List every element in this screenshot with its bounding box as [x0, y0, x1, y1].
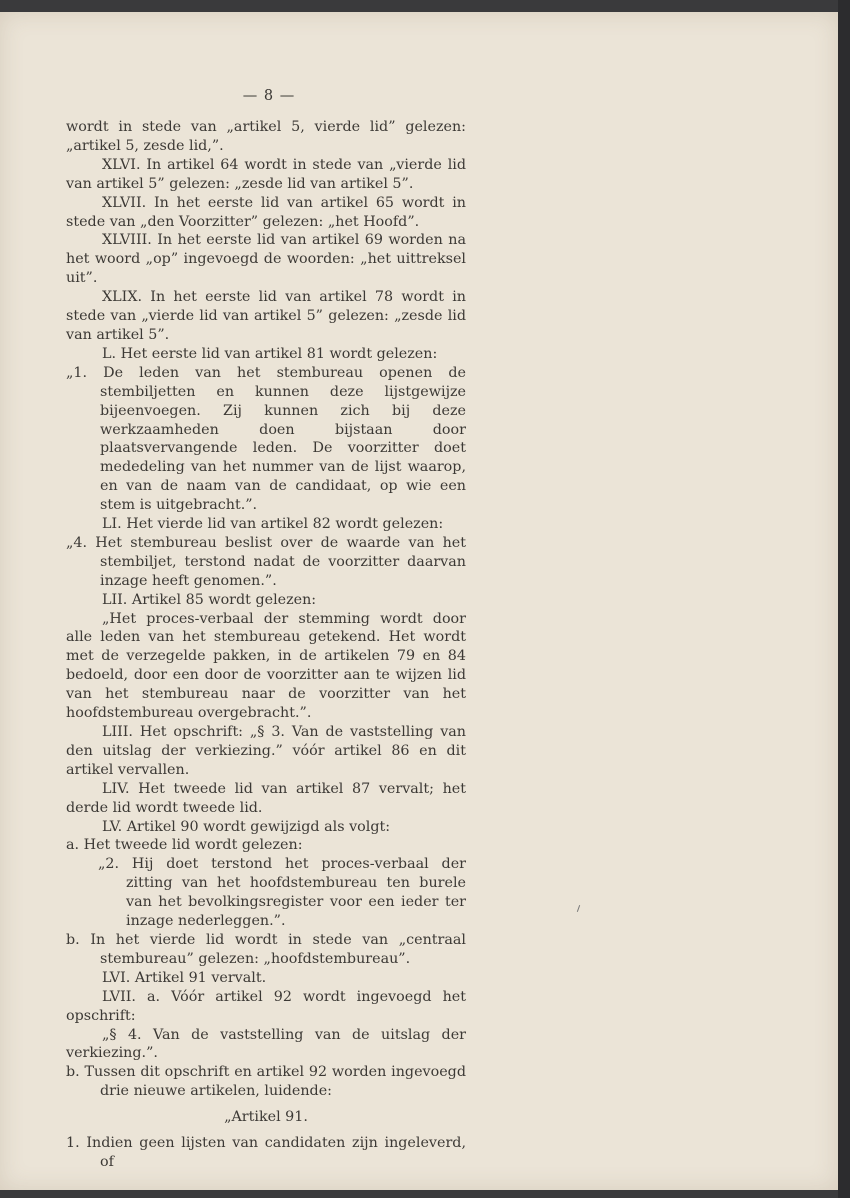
paragraph: wordt in stede van „artikel 5, vierde lid” gelezen: „artikel 5, zesde lid,”.: [66, 119, 466, 154]
paragraph: b. Tussen dit opschrift en artikel 92 worden ingevoegd drie nieuwe artikelen, luidende:: [66, 1064, 466, 1100]
scanner-edge: [838, 0, 850, 1198]
paragraph: LVII. a. Vóór artikel 92 wordt ingevoegd het opschrift:: [66, 988, 466, 1024]
article-heading: „Artikel 91.: [224, 1109, 308, 1126]
paragraph: „2. Hij doet terstond het proces-verbaal der zitting van het hoofdstembureau ten burele van het bevolkingsregister voor een ieder ter inzage nederleggen.”.: [98, 856, 466, 930]
page-number: — 8 —: [242, 88, 296, 104]
paragraph: „§ 4. Van de vaststelling van de uitslag der verkiezing.”.: [66, 1026, 466, 1062]
paragraph: LII. Artikel 85 wordt gelezen:: [102, 591, 317, 608]
paragraph: „Het proces-verbaal der stemming wordt door alle leden van het stembureau getekend. Het wordt met de verzegelde pakken, in de artikelen 79 en 84 bedoeld, door een door de voorzitter aan te wijzen lid van het stembureau naar de voorzitter van het hoofdstembureau overgebracht.”.: [66, 610, 466, 722]
paragraph: L. Het eerste lid van artikel 81 wordt gelezen:: [102, 345, 438, 362]
paragraph: LVI. Artikel 91 vervalt.: [102, 969, 267, 986]
paragraph: XLIX. In het eerste lid van artikel 78 wordt in stede van „vierde lid van artikel 5” gelezen: „zesde lid van artikel 5”.: [66, 289, 466, 343]
paragraph: LI. Het vierde lid van artikel 82 wordt gelezen:: [102, 516, 444, 533]
paragraph: „4. Het stembureau beslist over de waarde van het stembiljet, terstond nadat de voorzitter daarvan inzage heeft genomen.”.: [66, 534, 466, 589]
paragraph: b. In het vierde lid wordt in stede van „centraal stembureau” gelezen: „hoofdstembureau”.: [66, 931, 466, 967]
paragraph: a. Het tweede lid wordt gelezen:: [66, 837, 303, 854]
paragraph: XLVIII. In het eerste lid van artikel 69 worden na het woord „op” ingevoegd de woorden: „het uittreksel uit”.: [66, 232, 466, 287]
document-body: [66, 118, 466, 1172]
paragraph: LIII. Het opschrift: „§ 3. Van de vaststelling van den uitslag der verkiezing.” vóór artikel 86 en dit artikel vervallen.: [66, 724, 466, 778]
paragraph: XLVII. In het eerste lid van artikel 65 wordt in stede van „den Voorzitter” gelezen: „het Hoofd”.: [66, 194, 466, 230]
paragraph: „1. De leden van het stembureau openen de stembiljetten en kunnen deze lijstgewijze bijeenvoegen. Zij kunnen zich bij deze werkzaamheden doen bijstaan door plaatsvervangende leden. De voorzitter doet mededeling van het nummer van de lijst waarop, en van de naam van de candidaat, op wie een stem is uitgebracht.”.: [66, 364, 466, 514]
paragraph: LIV. Het tweede lid van artikel 87 vervalt; het derde lid wordt tweede lid.: [66, 780, 466, 816]
paragraph: LV. Artikel 90 wordt gewijzigd als volgt:: [102, 818, 391, 835]
paragraph: 1. Indien geen lijsten van candidaten zijn ingeleverd, of: [66, 1135, 466, 1170]
paragraph: XLVI. In artikel 64 wordt in stede van „vierde lid van artikel 5” gelezen: „zesde lid van artikel 5”.: [66, 156, 466, 192]
